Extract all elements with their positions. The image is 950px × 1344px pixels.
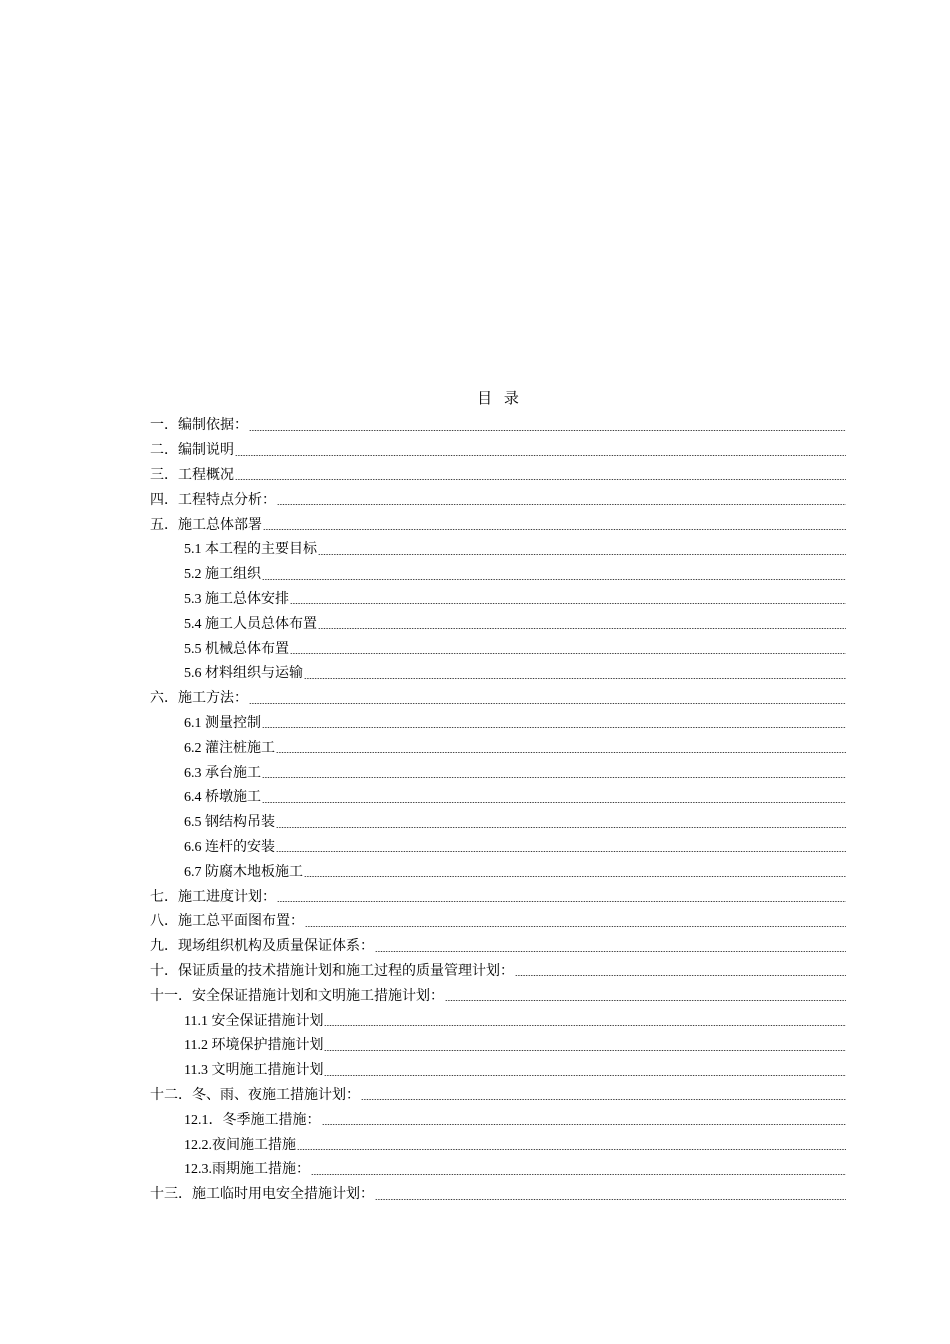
toc-entry-label: 11.3 文明施工措施计划 (184, 1059, 323, 1079)
toc-entry-label: 十二．冬、雨、夜施工措施计划： (150, 1084, 360, 1104)
toc-dot-leader (322, 1124, 847, 1125)
toc-entry[interactable] (150, 908, 846, 933)
toc-entry[interactable] (150, 685, 846, 710)
toc-dot-leader (262, 802, 846, 803)
toc-dot-leader (277, 901, 846, 902)
toc-dot-leader (318, 554, 846, 555)
toc-entry-label: 一．编制依据： (150, 414, 248, 434)
toc-entry-label: 6.6 连杆的安装 (184, 836, 275, 856)
toc-subentry[interactable] (150, 610, 846, 635)
toc-subentry[interactable] (150, 809, 846, 834)
toc-entry-label: 十一．安全保证措施计划和文明施工措施计划： (150, 985, 444, 1005)
toc-dot-leader (290, 603, 846, 604)
toc-dot-leader (445, 1000, 846, 1001)
toc-dot-leader (276, 827, 846, 828)
toc-entry-label: 十三．施工临时用电安全措施计划： (150, 1183, 374, 1203)
toc-dot-leader (277, 504, 846, 505)
toc-entry-label: 12.3.雨期施工措施： (184, 1158, 310, 1178)
toc-dot-leader (297, 1149, 846, 1150)
toc-dot-leader (276, 851, 846, 852)
toc-entry[interactable] (150, 883, 846, 908)
toc-entry-label: 6.1 测量控制 (184, 712, 261, 732)
toc-subentry[interactable] (150, 734, 846, 759)
toc-entry[interactable] (150, 1181, 846, 1206)
toc-dot-leader (249, 430, 846, 431)
toc-dot-leader (304, 678, 846, 679)
toc-entry-label: 5.5 机械总体布置 (184, 638, 289, 658)
toc-entry-label: 12.2.夜间施工措施 (184, 1134, 296, 1154)
toc-entry-label: 11.2 环境保护措施计划 (184, 1034, 323, 1054)
toc-entry[interactable] (150, 982, 846, 1007)
toc-dot-leader (324, 1050, 846, 1051)
toc-dot-leader (235, 479, 846, 480)
toc-dot-leader (262, 579, 846, 580)
toc-entry-label: 6.2 灌注桩施工 (184, 737, 275, 757)
toc-dot-leader (375, 1199, 846, 1200)
toc-entry[interactable] (150, 462, 846, 487)
toc-entry-label: 5.3 施工总体安排 (184, 588, 289, 608)
toc-dot-leader (290, 653, 846, 654)
toc-entry-label: 三．工程概况 (150, 464, 234, 484)
toc-entry-label: 五．施工总体部署 (150, 514, 262, 534)
toc-dot-leader (361, 1099, 846, 1100)
toc-subentry[interactable] (150, 1156, 846, 1181)
toc-subentry[interactable] (150, 660, 846, 685)
toc-entry-label: 六．施工方法： (150, 687, 248, 707)
toc-entry[interactable] (150, 933, 846, 958)
toc-dot-leader (304, 876, 846, 877)
toc-entry-label: 七．施工进度计划： (150, 886, 276, 906)
toc-entry-label: 5.6 材料组织与运输 (184, 662, 303, 682)
toc-subentry[interactable] (150, 710, 846, 735)
toc-dot-leader (262, 777, 846, 778)
toc-entry[interactable] (150, 511, 846, 536)
toc-entry[interactable] (150, 486, 846, 511)
toc-entry-label: 6.4 桥墩施工 (184, 786, 261, 806)
toc-subentry[interactable] (150, 1032, 846, 1057)
toc-entry-label: 5.1 本工程的主要目标 (184, 538, 317, 558)
toc-dot-leader (235, 455, 846, 456)
toc-entry-label: 12.1．冬季施工措施： (184, 1109, 321, 1129)
toc-entry-label: 十．保证质量的技术措施计划和施工过程的质量管理计划： (150, 960, 514, 980)
toc-entry[interactable] (150, 412, 846, 437)
toc-subentry[interactable] (150, 759, 846, 784)
toc-entry[interactable] (150, 958, 846, 983)
toc-dot-leader (311, 1174, 846, 1175)
toc-entry[interactable] (150, 437, 846, 462)
toc-entry-label: 6.3 承台施工 (184, 762, 261, 782)
toc-subentry[interactable] (150, 1057, 846, 1082)
toc-entry-label: 九．现场组织机构及质量保证体系： (150, 935, 374, 955)
toc-entry-label: 11.1 安全保证措施计划 (184, 1010, 323, 1030)
toc-dot-leader (324, 1025, 846, 1026)
toc-subentry[interactable] (150, 1131, 846, 1156)
toc-dot-leader (276, 752, 846, 753)
toc-subentry[interactable] (150, 784, 846, 809)
toc-list (150, 412, 846, 1206)
toc-subentry[interactable] (150, 858, 846, 883)
toc-subentry[interactable] (150, 1106, 846, 1131)
toc-dot-leader (324, 1075, 846, 1076)
toc-subentry[interactable] (150, 1007, 846, 1032)
toc-dot-leader (249, 703, 846, 704)
toc-entry-label: 二．编制说明 (150, 439, 234, 459)
toc-entry-label: 5.2 施工组织 (184, 563, 261, 583)
toc-subentry[interactable] (150, 536, 846, 561)
toc-dot-leader (263, 529, 846, 530)
toc-dot-leader (318, 628, 846, 629)
toc-entry-label: 6.5 钢结构吊装 (184, 811, 275, 831)
toc-subentry[interactable] (150, 561, 846, 586)
toc-subentry[interactable] (150, 586, 846, 611)
toc-entry[interactable] (150, 1082, 846, 1107)
toc-subentry[interactable] (150, 834, 846, 859)
toc-dot-leader (262, 727, 846, 728)
toc-entry-label: 八．施工总平面图布置： (150, 910, 304, 930)
toc-title: 目 录 (477, 391, 523, 407)
toc-entry-label: 6.7 防腐木地板施工 (184, 861, 303, 881)
toc-entry-label: 四．工程特点分析： (150, 489, 276, 509)
toc-dot-leader (375, 951, 846, 952)
toc-dot-leader (305, 926, 846, 927)
toc-entry-label: 5.4 施工人员总体布置 (184, 613, 317, 633)
toc-subentry[interactable] (150, 635, 846, 660)
toc-dot-leader (515, 975, 846, 976)
